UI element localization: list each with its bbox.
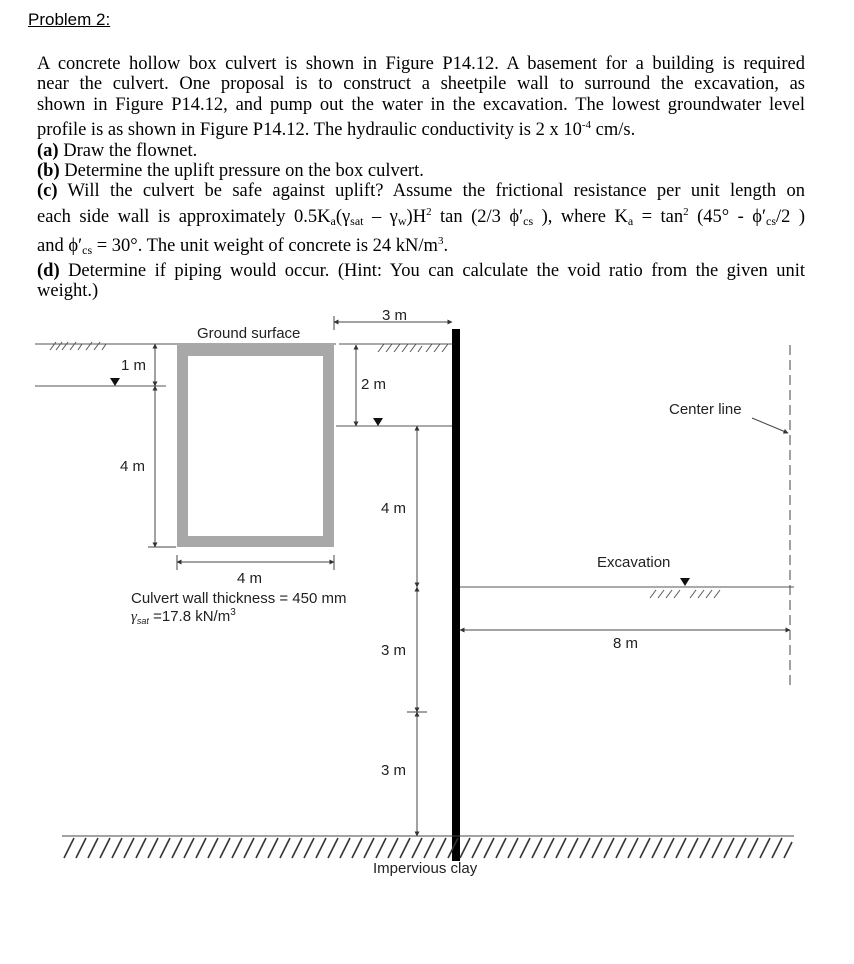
intro-line-3: shown in Figure P14.12, and pump out the water in the excavation. The lowest groundwater level: [37, 94, 805, 115]
problem-heading: Problem 2:: [28, 10, 111, 29]
sheetpile-wall: [452, 329, 460, 861]
label-3m-top: 3 m: [382, 307, 408, 324]
intro-line-1: A concrete hollow box culvert is shown in Figure P14.12. A basement for a building is required: [37, 54, 805, 74]
intro-line-2: near the culvert. One proposal is to construct a sheetpile wall to surround the excavation, as: [37, 74, 805, 95]
part-a: (a) Draw the flownet.: [37, 140, 198, 161]
label-3m-mid: 3 m: [381, 642, 407, 659]
part-c-line-1: (c) Will the culvert be safe against uplift? Assume the frictional resistance per unit length on: [37, 181, 805, 202]
label-1m: 1 m: [121, 357, 147, 374]
part-c-line-3: and $\phi'_{cs} = 30^\circ$. The unit weight of concrete is 24 $kN/m^3$.: [37, 235, 449, 258]
water-table-marker-left: [110, 378, 120, 386]
water-table-marker-excavation: [680, 578, 690, 586]
label-culvert-thickness: Culvert wall thickness = 450 mm: [131, 590, 347, 607]
label-gamma-sat: $\gamma_{sat} =17.8$ $kN/m^3$: [131, 607, 236, 626]
water-table-marker-center: [373, 418, 383, 426]
label-impervious-clay: Impervious clay: [373, 860, 478, 877]
label-2m: 2 m: [361, 376, 387, 393]
part-b: (b) Determine the uplift pressure on the box culvert.: [37, 161, 424, 182]
excavation-hatch: [650, 590, 720, 598]
part-d-line-1: (d) Determine if piping would occur. (Hint: You can calculate the void ratio from the given unit: [37, 260, 805, 281]
intro-line-4: profile is as shown in Figure P14.12. The hydraulic conductivity is 2 x $10^{-4}$ cm/s.: [37, 119, 636, 141]
part-d-line-2: weight.): [37, 281, 99, 302]
part-c-line-2: each side wall is approximately $0.5K_a(\gamma_{sat} - \gamma_w)H^2$ tan (2/3 $\phi'_{cs}$ ), where $K_a = \tan^2 (45^\circ - \phi'_{cs}/2$ ): [37, 205, 806, 228]
label-4m-bottom: 4 m: [237, 570, 263, 587]
label-ground-surface: Ground surface: [197, 325, 301, 342]
label-4m-wall: 4 m: [381, 500, 407, 517]
label-3m-low: 3 m: [381, 762, 407, 779]
label-8m: 8 m: [613, 635, 639, 652]
label-excavation: Excavation: [597, 554, 671, 571]
label-4m-left: 4 m: [120, 458, 146, 475]
culvert-inner: [188, 356, 323, 536]
center-line-leader: [752, 418, 788, 433]
label-center-line: Center line: [669, 401, 742, 418]
impervious-clay-hatch: [64, 838, 792, 858]
